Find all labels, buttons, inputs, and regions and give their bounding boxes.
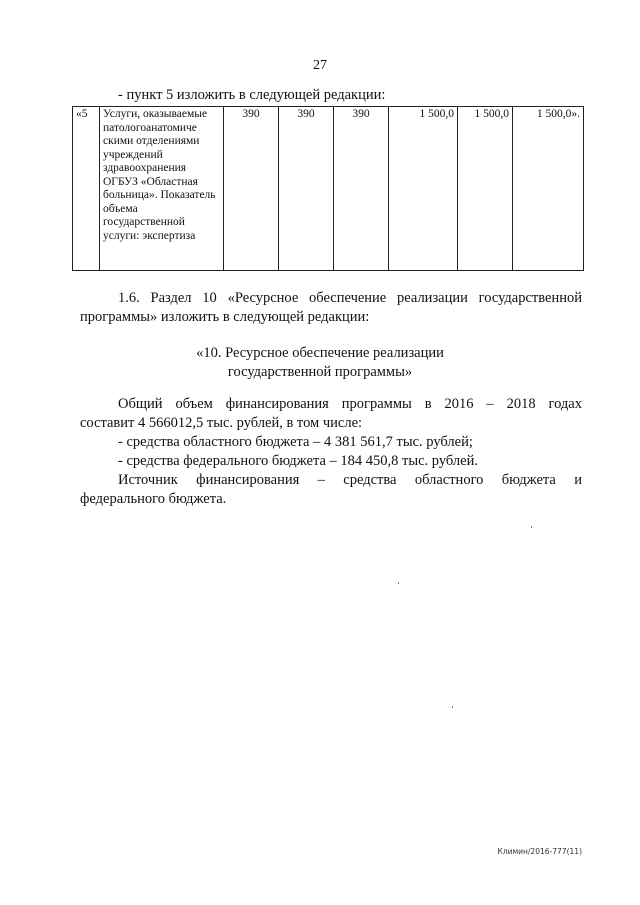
table-row <box>73 107 584 271</box>
amount-cell-3: 1 500,0». <box>513 107 584 271</box>
funding-regional-line: - средства областного бюджета – 4 381 561,7 тыс. рублей; <box>118 434 473 450</box>
amount-cell-1: 1 500,0 <box>389 107 458 271</box>
row-number-cell: «5 <box>73 107 100 271</box>
scan-speck <box>531 526 532 528</box>
scan-speck <box>452 706 453 708</box>
paragraph-1-6-text: 1.6. Раздел 10 «Ресурсное обеспечение реализации государственной программы» изложить в следующей редакции: <box>80 290 582 325</box>
value-cell-1: 390 <box>224 107 279 271</box>
document-code: Климин/2016-777(11) <box>497 847 582 856</box>
amount-cell-2: 1 500,0 <box>458 107 513 271</box>
section-heading-line-2: государственной программы» <box>227 364 413 380</box>
service-description-cell: Услуги, оказываемые патологоанатомиче скими отделениями учреждений здравоохранения ОГБУЗ «Областная больница». Показатель объема государственной услуги: экспертиза <box>100 107 224 271</box>
value-cell-2: 390 <box>279 107 334 271</box>
amendment-table <box>72 106 584 271</box>
page-number: 27 <box>313 58 327 73</box>
funding-federal-line: - средства федерального бюджета – 184 450,8 тыс. рублей. <box>118 453 478 469</box>
funding-source-line-2: федерального бюджета. <box>80 491 227 507</box>
scan-speck <box>398 582 399 584</box>
funding-line-2: составит 4 566012,5 тыс. рублей, в том числе: <box>80 415 363 431</box>
paragraph-1-6 <box>80 289 582 327</box>
value-cell-3: 390 <box>334 107 389 271</box>
funding-line-1: Общий объем финансирования программы в 2016 – 2018 годах <box>118 396 582 412</box>
intro-line: - пункт 5 изложить в следующей редакции: <box>118 87 386 103</box>
section-heading-line-1: «10. Ресурсное обеспечение реализации <box>196 345 444 361</box>
funding-source-line-1: Источник финансирования – средства областного бюджета и <box>118 472 582 488</box>
